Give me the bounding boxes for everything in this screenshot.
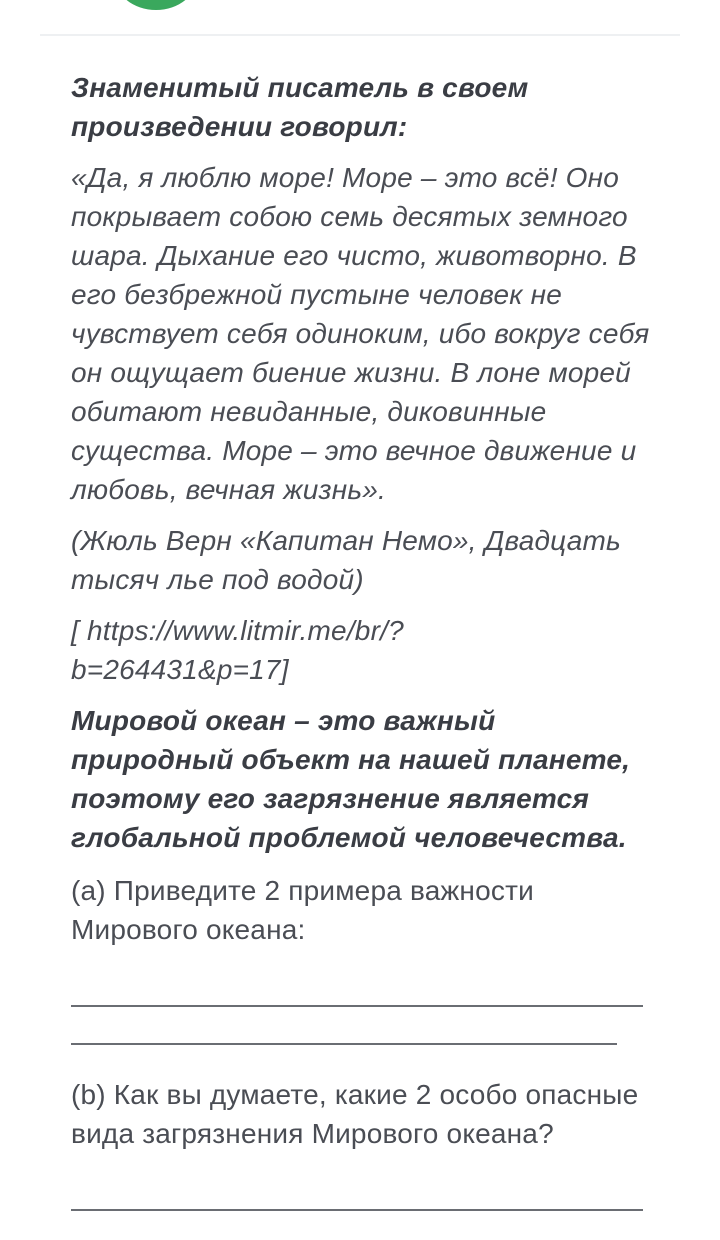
- statement-text: Мировой океан – это важный природный объект на нашей планете, поэтому его загрязнение является глобальной проблемой человечества.: [71, 705, 631, 853]
- answer-line: [71, 1005, 643, 1007]
- quote-text: «Да, я люблю море! Море – это всё! Оно покрывает собою семь десятых земного шара. Дыхание его чисто, животворно. В его безбрежной пустыне человек не чувствует себя одиноким, ибо вокруг себя он ощущает биение жизни. В лоне морей обитают невиданные, диковинные существа. Море – это вечное движение и любовь, вечная жизнь».: [71, 162, 650, 505]
- top-bar: [0, 0, 720, 36]
- intro-text: Знаменитый писатель в своем произведении говорил:: [71, 72, 529, 142]
- citation-text: (Жюль Верн «Капитан Немо», Двадцать тысяч лье под водой): [71, 525, 621, 595]
- answer-line: [71, 1209, 643, 1211]
- source-link[interactable]: [ https://www.litmir.me/br/? b=264431&p=17]: [71, 615, 404, 685]
- avatar[interactable]: [114, 0, 198, 10]
- question-a: (a) Приведите 2 примера важности Мирового океана:: [71, 875, 534, 945]
- answer-line: [71, 1043, 617, 1045]
- question-b: (b) Как вы думаете, какие 2 особо опасные вида загрязнения Мирового океана?: [71, 1079, 639, 1149]
- document-content: [71, 68, 661, 1211]
- divider: [40, 34, 680, 36]
